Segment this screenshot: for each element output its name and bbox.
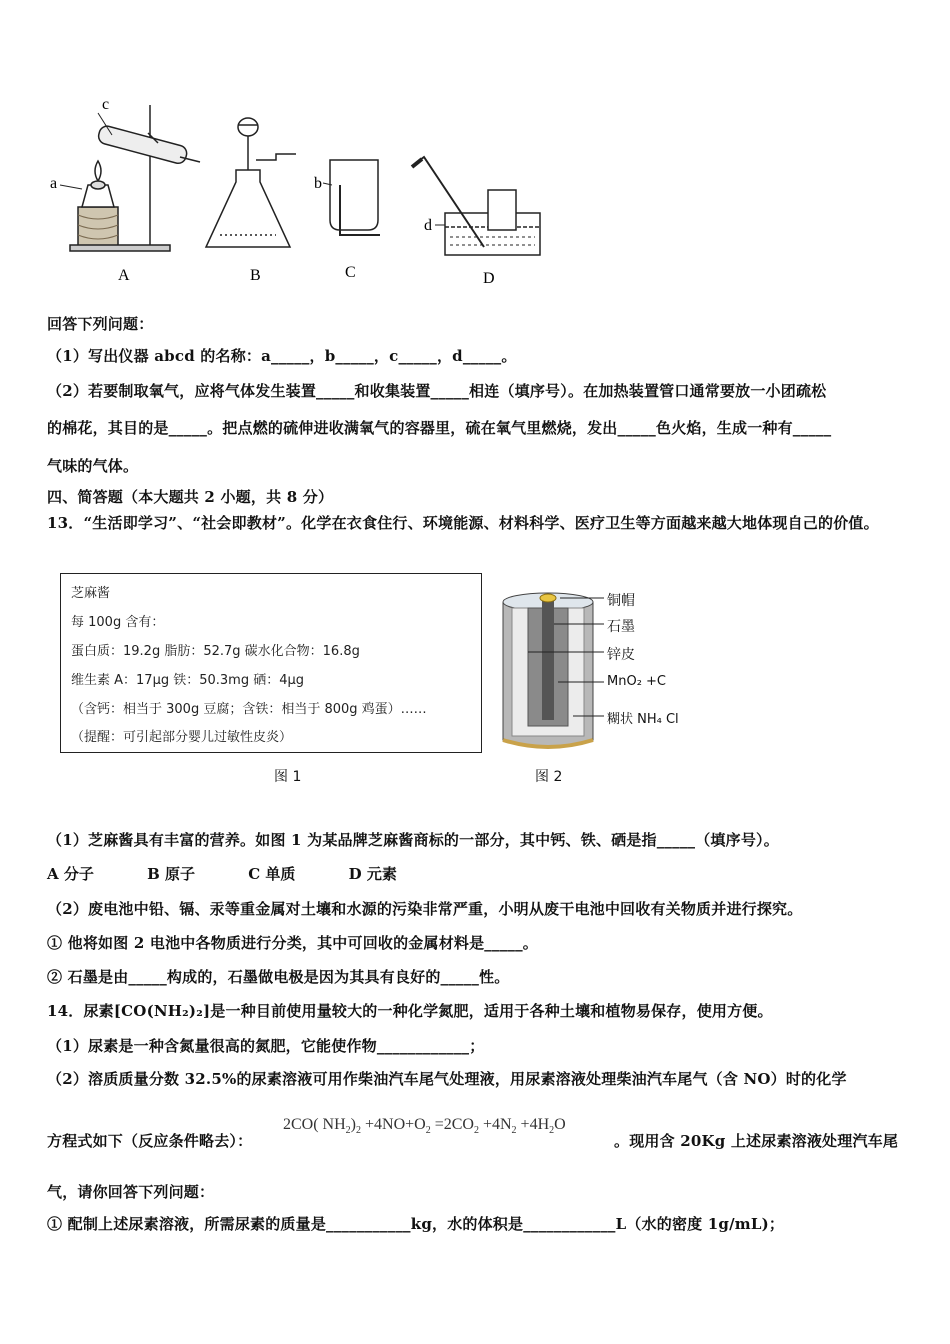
label-C: C (345, 264, 356, 281)
label-line-1: 每 100g 含有： (71, 615, 165, 630)
part-label-b: b (314, 175, 322, 192)
apparatus-figure (40, 95, 560, 290)
battery-label-graphite: 石墨 (607, 619, 635, 635)
label-title: 芝麻酱 (71, 586, 111, 601)
question-14-1: （1）尿素是一种含氮量很高的氮肥，它能使作物____________； (47, 1037, 485, 1055)
battery-label-cap: 铜帽 (607, 593, 635, 609)
option-c: C 单质 (248, 865, 296, 883)
part-label-a: a (50, 175, 58, 192)
battery-label-paste: 糊状 NH₄ Cl (607, 712, 679, 727)
question-14-3: 气，请你回答下列问题： (47, 1183, 215, 1201)
battery-diagram (498, 580, 608, 750)
part-label-d: d (424, 217, 432, 234)
battery-label-zinc: 锌皮 (607, 647, 635, 663)
question-14-eq-post: 。现用含 20Kg 上述尿素溶液处理汽车尾 (614, 1132, 899, 1150)
options-row (47, 863, 397, 884)
question-13-2a: ① 他将如图 2 电池中各物质进行分类，其中可回收的金属材料是_____。 (47, 934, 539, 952)
apparatus-a (60, 105, 200, 251)
label-A: A (118, 267, 130, 284)
battery-label-mno2: MnO₂ +C (607, 674, 667, 689)
label-line-3: 维生素 A：17μg 铁：50.3mg 硒：4μg (71, 673, 305, 688)
section-heading: 四、简答题（本大题共 2 小题，共 8 分） (47, 488, 334, 506)
apparatus-c (323, 160, 380, 235)
question-13-2: （2）废电池中铅、镉、汞等重金属对土壤和水源的污染非常严重，小明从废干电池中回收有关物质并进行探究。 (47, 900, 803, 918)
question-14: 14．尿素[CO(NH₂)₂]是一种目前使用量较大的一种化学氮肥，适用于各种土壤和植物易保存，使用方便。 (47, 1002, 773, 1020)
part-label-c: c (102, 96, 110, 113)
option-b: B 原子 (147, 865, 196, 883)
question-13-2b: ② 石墨是由_____构成的，石墨做电极是因为其具有良好的_____性。 (47, 968, 510, 986)
figure-2-caption: 图 2 (535, 769, 563, 785)
question-13-1: （1）芝麻酱具有丰富的营养。如图 1 为某品牌芝麻酱商标的一部分，其中钙、铁、硒是指_____（填序号）。 (47, 831, 779, 849)
question-14-2: （2）溶质质量分数 32.5%的尿素溶液可用作柴油汽车尾气处理液，用尿素溶液处理柴油汽车尾气（含 NO）时的化学 (47, 1070, 847, 1088)
apparatus-b (206, 118, 296, 247)
question-12-2a: （2）若要制取氧气，应将气体发生装置_____和收集装置_____相连（填序号）。在加热装置管口通常要放一小团疏松 (47, 382, 827, 400)
label-line-2: 蛋白质：19.2g 脂肪：52.7g 碳水化合物：16.8g (71, 644, 360, 659)
chemical-equation: 2CO( $NH_2)_2 +4NO+O_2 =2CO_2 +4N_2 +4H_2O$ (283, 1116, 566, 1137)
label-B: B (250, 267, 261, 284)
question-14-eq-pre: 方程式如下（反应条件略去）： (47, 1132, 253, 1150)
apparatus-d (412, 157, 540, 255)
figure-1-caption: 图 1 (274, 769, 302, 785)
label-D: D (483, 270, 495, 287)
question-14-4: ① 配制上述尿素溶液，所需尿素的质量是___________kg，水的体积是____________L（水的密度 1g/mL)； (47, 1215, 785, 1233)
question-12-2b: 的棉花，其目的是_____。把点燃的硫伸进收满氧气的容器里，硫在氧气里燃烧，发出_____色火焰，生成一种有_____ (47, 419, 832, 437)
label-line-5: （提醒：可引起部分婴儿过敏性皮炎） (71, 730, 293, 745)
option-d: D 元素 (348, 865, 397, 883)
question-13: 13．“生活即学习”、“社会即教材”。化学在衣食住行、环境能源、材料科学、医疗卫生等方面越来越大地体现自己的价值。 (47, 514, 879, 532)
option-a: A 分子 (47, 865, 94, 883)
answer-heading: 回答下列问题： (47, 315, 154, 333)
label-line-4: （含钙：相当于 300g 豆腐；含铁：相当于 800g 鸡蛋）…… (71, 702, 427, 717)
question-12-1: （1）写出仪器 abcd 的名称：a_____，b_____，c_____，d_____。 (47, 347, 517, 365)
question-12-2c: 气味的气体。 (47, 457, 139, 475)
sesame-label-box (60, 573, 482, 753)
